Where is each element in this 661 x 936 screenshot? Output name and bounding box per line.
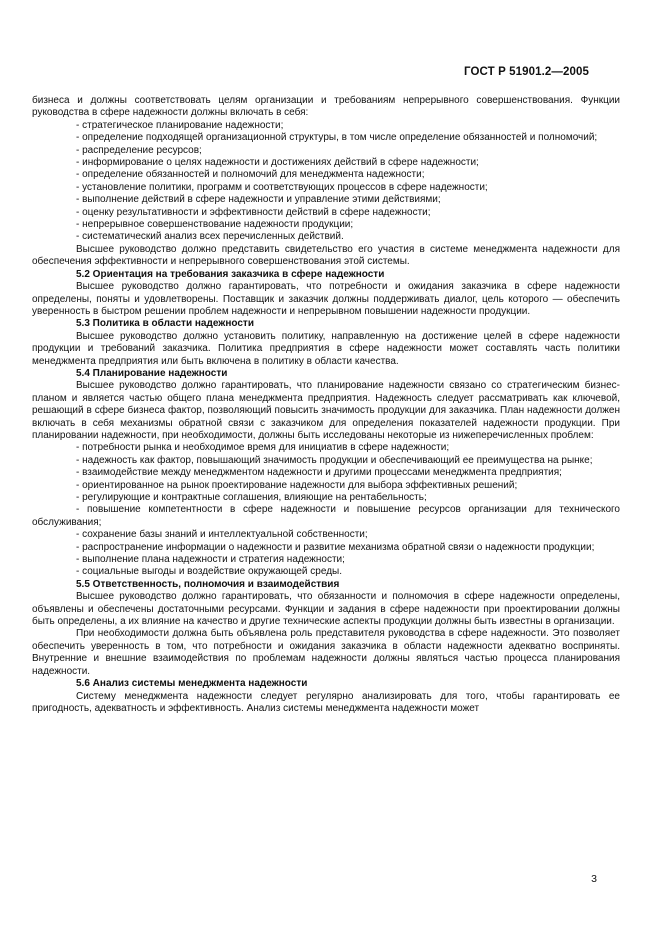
list-item: - ориентированное на рынок проектирование надежности для выбора эффективных решений;: [76, 479, 518, 491]
page-number: 3: [591, 873, 597, 885]
list-item: - систематический анализ всех перечисленных действий.: [76, 231, 344, 243]
section-heading-5-4: 5.4 Планирование надежности: [76, 367, 228, 379]
paragraph: Высшее руководство должно гарантировать, что потребности и ожидания заказчика в сфере надежности определены, поняты и удовлетворены. Поставщик и заказчик должны поддерживать диалог, цель которого — обеспечить уверенность в быстром решении проблем надежности и непрерывном повышении надежности продукции.: [32, 281, 620, 317]
section-heading-5-3: 5.3 Политика в области надежности: [76, 318, 254, 330]
list-item: - сохранение базы знаний и интеллектуальной собственности;: [76, 529, 368, 541]
paragraph: Высшее руководство должно гарантировать, что обязанности и полномочия в сфере надежности определены, объявлены и обеспечены достаточными ресурсами. Функции и задания в сфере надежности при проектировании должны быть определены, а их влияние на качество и другие технические аспекты продукции должны быть известны в организации.: [32, 591, 620, 628]
list-item: - определение обязанностей и полномочий для менеджмента надежности;: [76, 169, 425, 181]
section-heading-5-6: 5.6 Анализ системы менеджмента надежности: [76, 678, 308, 690]
list-item: - распространение информации о надежности и развитие механизма обратной связи о надежности продукции;: [76, 541, 595, 553]
list-item: - оценку результативности и эффективности действий в сфере надежности;: [76, 206, 431, 218]
list-item: - взаимодействие между менеджментом надежности и другими процессами менеджмента предприятия;: [76, 467, 562, 479]
paragraph: При необходимости должна быть объявлена роль представителя руководства в сфере надежности. Это позволяет обеспечить уверенность в том, что потребности и ожидания заказчика в области надежности адекватно восприняты. Внутренние и внешние взаимодействия по проблемам надежности должны являться частью процесса планирования надежности.: [32, 628, 620, 677]
paragraph: Систему менеджмента надежности следует регулярно анализировать для того, чтобы гарантировать ее пригодность, адекватность и эффективность. Анализ системы менеджмента надежности может: [32, 690, 620, 714]
list-item: - установление политики, программ и соответствующих процессов в сфере надежности;: [76, 181, 488, 193]
list-item: - регулирующие и контрактные соглашения, влияющие на рентабельность;: [76, 492, 427, 503]
paragraph: Высшее руководство должно гарантировать, что планирование надежности связано со стратегическим бизнес-планом и является частью общего плана менеджмента предприятия. Надежность следует рассматривать как ключевой, решающий в сфере бизнеса фактор, позволяющий повысить значимость продукции для заказчика. План надежности должен включать в себя механизмы обратной связи с заказчиком для определения показателей надежности продукции. При планировании надежности, при необходимости, должны быть исследованы некоторые из нижеперечисленных проблем:: [32, 380, 620, 441]
body-text: [32, 95, 620, 715]
list-item: - повышение компетентности в сфере надежности и повышение ресурсов организации для технического обслуживания;: [32, 504, 620, 528]
list-item: - стратегическое планирование надежности;: [76, 119, 284, 131]
list-item: - информирование о целях надежности и достижениях действий в сфере надежности;: [76, 157, 479, 169]
list-item: - выполнение действий в сфере надежности и управление этими действиями;: [76, 194, 441, 206]
intro-paragraph: бизнеса и должны соответствовать целям организации и требованиям непрерывного совершенствования. Функции руководства в сфере надежности должны включать в себя:: [32, 95, 620, 119]
list-item: - определение подходящей организационной структуры, в том числе определение обязанностей и полномочий;: [76, 132, 598, 144]
section-heading-5-5: 5.5 Ответственность, полномочия и взаимодействия: [76, 578, 340, 590]
section-heading-5-2: 5.2 Ориентация на требования заказчика в сфере надежности: [76, 268, 385, 280]
list-item: - социальные выгоды и воздействие окружающей среды.: [76, 566, 342, 578]
paragraph: Высшее руководство должно представить свидетельство его участия в системе менеджмента надежности для обеспечения эффективности и непрерывного совершенствования этой системы.: [32, 243, 620, 268]
standard-number: ГОСТ Р 51901.2—2005: [464, 66, 589, 78]
list-item: - непрерывное совершенствование надежности продукции;: [76, 219, 354, 231]
list-item: - потребности рынка и необходимое время для инициатив в сфере надежности;: [76, 442, 450, 454]
list-item: - выполнение плана надежности и стратегия надежности;: [76, 554, 345, 566]
list-item: - надежность как фактор, повышающий значимость продукции и обеспечивающий ее преимущества на рынке;: [76, 454, 593, 466]
paragraph: Высшее руководство должно установить политику, направленную на достижение целей в сфере надежности продукции и требований заказчика. Политика предприятия в сфере надежности может составлять часть политики менеджмента предприятия или быть включена в политику в области качества.: [32, 330, 620, 367]
list-item: - распределение ресурсов;: [76, 144, 202, 156]
